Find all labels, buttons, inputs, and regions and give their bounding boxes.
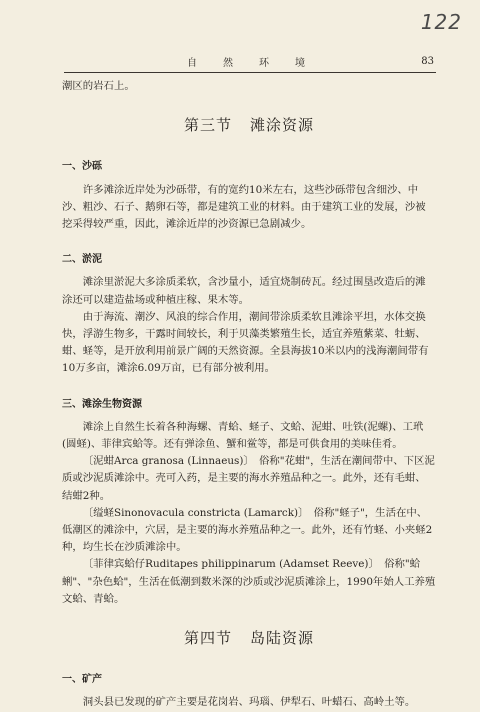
- section-3-number: 第三节: [183, 116, 232, 135]
- intro-line: 潮区的岩石上。: [62, 80, 135, 92]
- subsection-heading-silt: 二、淤泥: [62, 254, 102, 266]
- section-4-name: 岛陆资源: [250, 629, 315, 648]
- paragraph-silt-1: 滩涂里淤泥大多涂质柔软，含沙量小，适宜烧制砖瓦。经过围垦改造后的滩涂还可以建造盐场或种植庄稼、果木等。: [62, 276, 426, 306]
- section-4-title: [62, 630, 436, 647]
- running-header-title: 自 然 环 境: [187, 58, 313, 69]
- body-text: [62, 78, 436, 712]
- subsection-heading-biology: 三、滩涂生物资源: [62, 398, 142, 410]
- section-3-title: [62, 117, 436, 134]
- paragraph-biology-3: 〔缢蛏Sinonovacula constricta (Lamarck)〕 俗称"蛏子"，生活在中、低潮区的滩涂中，穴居，是主要的海水养殖品种之一。此外，还有竹蛏、小夹蛏2种，均生长在沙质滩涂中。: [62, 506, 433, 554]
- paragraph-biology-1: 滩涂上自然生长着各种海螺、青蛤、蛏子、文蛤、泥蚶、吐铁(泥螺)、工玳(圆蛏)、菲律宾蛤等。还有弹涂鱼、蟹和鲎等，都是可供食用的美味佳肴。: [62, 420, 424, 451]
- paragraph-silt-2: 由于海流、潮汐、风浪的综合作用，潮间带涂质柔软且滩涂平坦，水体交换快，浮游生物多，干露时间较长，利于贝藻类繁殖生长，适宜养殖紫菜、牡蛎、蚶、蛏等，是开放利用前景广阔的天然资源。全县海拔10米以内的浅海潮间带有10万多亩，滩涂6.09万亩，已有部分被利用。: [62, 310, 429, 375]
- paragraph-minerals: 洞头县已发现的矿产主要是花岗岩、玛瑙、伊犁石、叶蜡石、高岭土等。: [82, 696, 416, 709]
- subsection-heading-sand: 一、沙砾: [62, 161, 102, 173]
- running-header: [64, 48, 436, 73]
- page-number: 83: [421, 56, 434, 67]
- handwritten-page-mark: 122: [420, 10, 462, 34]
- section-4-number: 第四节: [183, 629, 232, 648]
- paragraph-biology-2: 〔泥蚶Arca granosa (Linnaeus)〕 俗称"花蚶"，生活在潮间带中、下区泥质或沙泥质滩涂中。壳可入药，是主要的海水养殖品种之一。此外，还有毛蚶、结蚶2种。: [62, 455, 435, 502]
- paragraph-sand: 许多滩涂近岸处为沙砾带，有的宽约10米左右，这些沙砾带包含细沙、中沙、粗沙、石子、鹅卵石等，都是建筑工业的材料。由于建筑工业的发展，沙被挖采得较严重，因此，滩涂近岸的沙资源已急剧减少。: [62, 183, 426, 231]
- paragraph-biology-4: 〔菲律宾蛤仔Ruditapes philippinarum (Adamset Reeve)〕 俗称"蛤蜊"、"杂色蛤"，生活在低潮到数米深的沙质或沙泥质滩涂上，1990年始人工养殖文蛤、青蛤。: [62, 558, 436, 605]
- subsection-heading-minerals: 一、矿产: [62, 674, 102, 686]
- section-3-name: 滩涂资源: [250, 116, 315, 135]
